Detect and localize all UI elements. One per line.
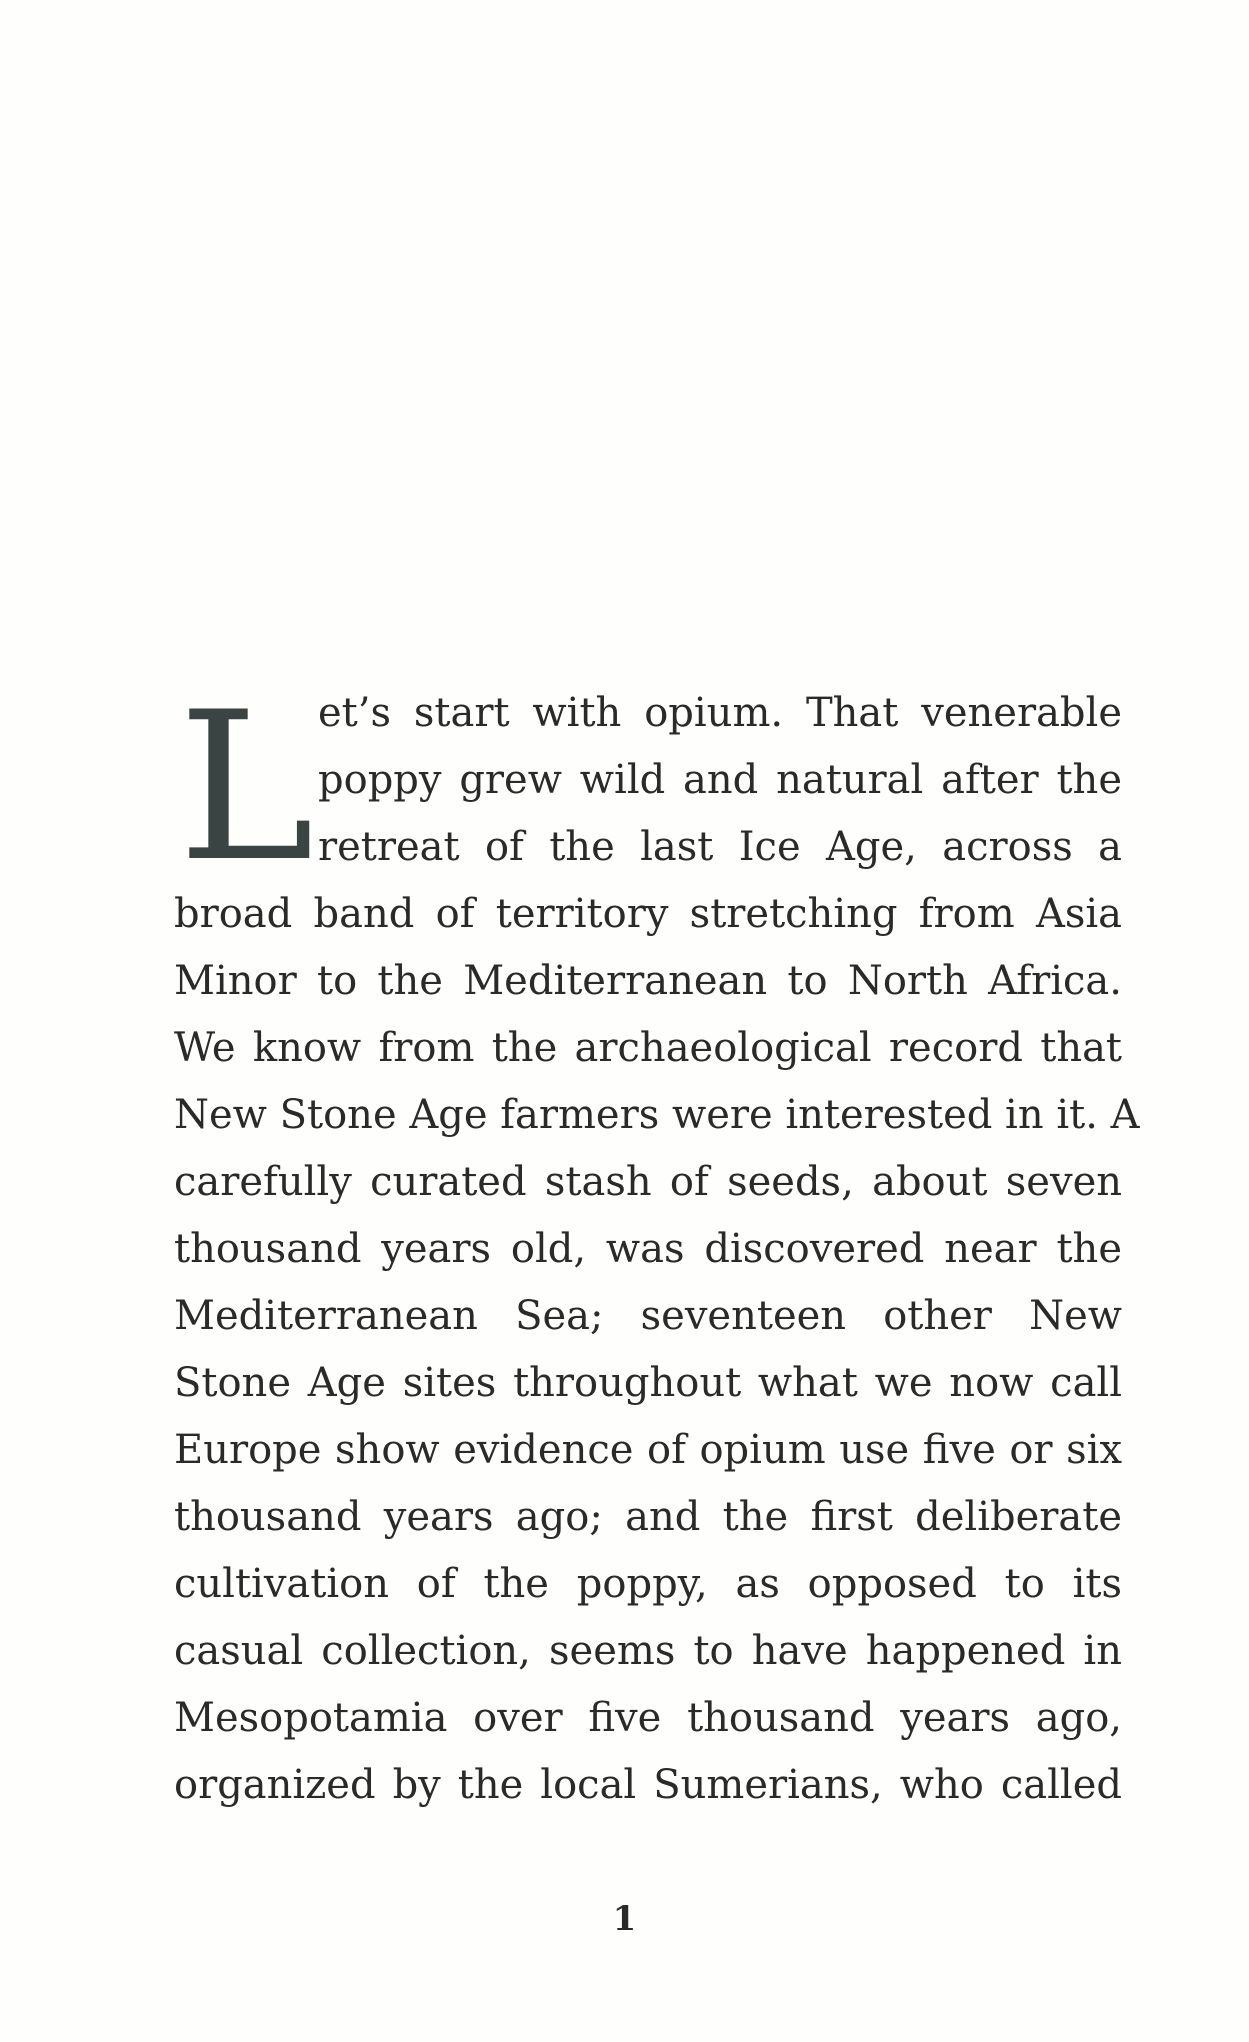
page-number: 1 bbox=[612, 1899, 637, 1939]
text-line: casual collection, seems to have happened in bbox=[174, 1628, 1122, 1674]
text-line: Stone Age sites throughout what we now call bbox=[174, 1360, 1122, 1406]
text-line: thousand years old, was discovered near the bbox=[174, 1226, 1122, 1272]
body-paragraph bbox=[174, 669, 1140, 1819]
text-line: retreat of the last Ice Age, across a bbox=[318, 824, 1122, 870]
text-line: We know from the archaeological record that bbox=[174, 1025, 1122, 1071]
text-line: poppy grew wild and natural after the bbox=[318, 757, 1122, 803]
text-line: organized by the local Sumerians, who called bbox=[174, 1762, 1122, 1808]
text-line: Mediterranean Sea; seventeen other New bbox=[174, 1293, 1122, 1339]
text-line: Europe show evidence of opium use five or six bbox=[174, 1427, 1122, 1473]
text-line: thousand years ago; and the first deliberate bbox=[174, 1494, 1122, 1540]
text-line: Mesopotamia over five thousand years ago, bbox=[174, 1695, 1122, 1741]
text-line: carefully curated stash of seeds, about seven bbox=[174, 1159, 1122, 1205]
text-line: et’s start with opium. That venerable bbox=[318, 690, 1122, 736]
drop-cap-letter: L bbox=[178, 669, 315, 907]
text-line: Minor to the Mediterranean to North Africa. bbox=[174, 958, 1122, 1004]
text-line: broad band of territory stretching from Asia bbox=[174, 891, 1122, 937]
text-line: cultivation of the poppy, as opposed to its bbox=[174, 1561, 1122, 1607]
text-line: New Stone Age farmers were interested in it. A bbox=[174, 1092, 1140, 1138]
